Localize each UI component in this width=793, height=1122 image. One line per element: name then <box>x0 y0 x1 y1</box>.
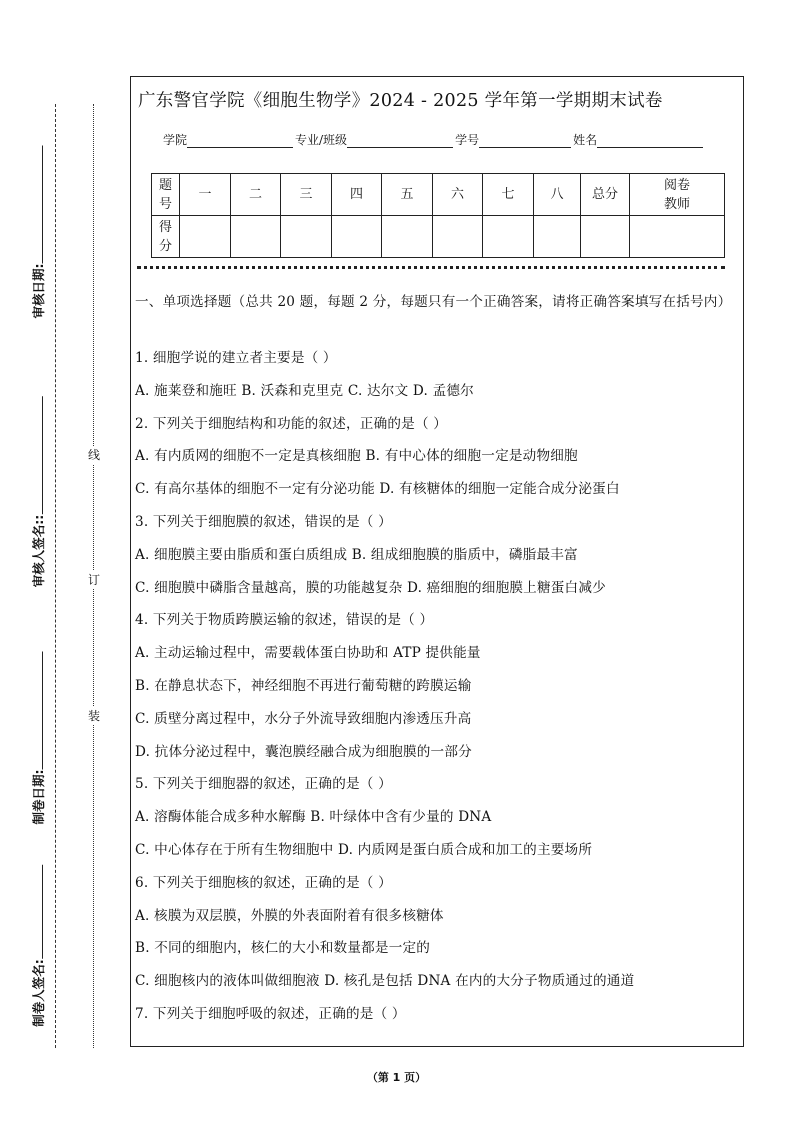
score-table-header-row <box>152 174 725 216</box>
score-cell[interactable] <box>231 216 281 258</box>
bind-word-binding: 装 <box>87 709 101 723</box>
score-header-cell: 七 <box>483 174 534 216</box>
score-cell[interactable] <box>483 216 534 258</box>
question-options: B. 不同的细胞内，核仁的大小和数量都是一定的 <box>135 940 431 957</box>
bind-word-line: 线 <box>87 448 101 462</box>
question-stem: 7. 下列关于细胞呼吸的叙述，正确的是（ ） <box>135 1006 406 1022</box>
maker-sign-blank[interactable] <box>30 865 43 959</box>
question-options: D. 抗体分泌过程中，囊泡膜经融合成为细胞膜的一部分 <box>135 743 472 760</box>
score-cell[interactable] <box>382 216 433 258</box>
question-options: C. 细胞膜中磷脂含量越高，膜的功能越复杂 D. 癌细胞的细胞膜上糖蛋白减少 <box>135 579 606 596</box>
score-header-cell: 八 <box>534 174 581 216</box>
question-options: C. 中心体存在于所有生物细胞中 D. 内质网是蛋白质合成和加工的主要场所 <box>135 842 593 858</box>
question-stem: 5. 下列关于细胞器的叙述，正确的是（ ） <box>135 776 392 793</box>
field-college-label: 学院 <box>163 133 188 147</box>
question-stem: 1. 细胞学说的建立者主要是（ ） <box>135 350 337 366</box>
score-table-score-row <box>152 216 725 258</box>
margin-dashed-line <box>55 104 56 1048</box>
score-cell[interactable] <box>581 216 630 258</box>
question-options: B. 在静息状态下，神经细胞不再进行葡萄糖的跨膜运输 <box>135 678 472 694</box>
audit-date-field <box>29 146 47 319</box>
score-header-cell: 六 <box>433 174 483 216</box>
question-stem: 3. 下列关于细胞膜的叙述，错误的是（ ） <box>135 514 392 530</box>
score-cell[interactable] <box>281 216 332 258</box>
score-header-cell: 三 <box>281 174 332 216</box>
auditor-sign-label: 审核人签名:: <box>31 514 46 588</box>
audit-date-blank[interactable] <box>30 146 43 264</box>
question-options: A. 溶酶体能合成多种水解酶 B. 叶绿体中含有少量的 DNA <box>135 809 492 826</box>
score-header-cell: 五 <box>382 174 433 216</box>
score-header-cell: 阅卷教师 <box>630 174 725 216</box>
score-cell[interactable] <box>534 216 581 258</box>
score-header-cell: 二 <box>231 174 281 216</box>
maker-date-blank[interactable] <box>30 652 43 770</box>
maker-date-field <box>29 652 47 825</box>
question-options: C. 质壁分离过程中，水分子外流导致细胞内渗透压升高 <box>135 710 472 727</box>
field-id-blank[interactable] <box>479 134 571 148</box>
score-cell[interactable] <box>433 216 483 258</box>
question-options: A. 细胞膜主要由脂质和蛋白质组成 B. 组成细胞膜的脂质中，磷脂最丰富 <box>135 546 578 563</box>
auditor-sign-field <box>29 397 47 588</box>
question-options: C. 细胞核内的液体叫做细胞液 D. 核孔是包括 DNA 在内的大分子物质通过的通道 <box>135 973 635 990</box>
field-major-blank[interactable] <box>347 134 453 148</box>
score-table <box>151 173 725 258</box>
question-stem: 6. 下列关于细胞核的叙述，正确的是（ ） <box>135 874 392 891</box>
question-options: A. 施莱登和施旺 B. 沃森和克里克 C. 达尔文 D. 孟德尔 <box>135 382 474 399</box>
field-id-label: 学号 <box>455 133 480 147</box>
exam-title: 广东警官学院《细胞生物学》2024 - 2025 学年第一学期期末试卷 <box>138 91 663 111</box>
field-college-blank[interactable] <box>187 134 293 148</box>
section-separator <box>137 266 725 269</box>
score-cell[interactable] <box>630 216 725 258</box>
score-header-cell: 一 <box>180 174 231 216</box>
field-major-label: 专业/班级 <box>295 133 348 147</box>
bind-word-staple: 订 <box>87 573 101 587</box>
score-cell[interactable] <box>332 216 382 258</box>
score-header-cell: 总分 <box>581 174 630 216</box>
page-footer: （第 1 页） <box>366 1071 427 1084</box>
audit-date-label: 审核日期: <box>31 263 46 319</box>
student-info-row <box>163 131 705 148</box>
maker-sign-label: 制卷人签名: <box>31 959 46 1027</box>
question-stem: 2. 下列关于细胞结构和功能的叙述，正确的是（ ） <box>135 415 448 432</box>
question-options: A. 有内质网的细胞不一定是真核细胞 B. 有中心体的细胞一定是动物细胞 <box>135 448 578 465</box>
maker-date-label: 制卷日期: <box>31 769 46 825</box>
score-row-label: 得分 <box>152 216 180 258</box>
section-heading: 一、单项选择题（总共 20 题，每题 2 分，每题只有一个正确答案，请将正确答案填写在括号内） <box>135 294 732 310</box>
question-options: A. 核膜为双层膜，外膜的外表面附着有很多核糖体 <box>135 907 444 924</box>
auditor-sign-blank[interactable] <box>30 397 43 515</box>
score-header-cell: 四 <box>332 174 382 216</box>
question-options: C. 有高尔基体的细胞不一定有分泌功能 D. 有核糖体的细胞一定能合成分泌蛋白 <box>135 481 620 498</box>
maker-sign-field <box>29 865 47 1027</box>
score-cell[interactable] <box>180 216 231 258</box>
question-stem: 4. 下列关于物质跨膜运输的叙述，错误的是（ ） <box>135 612 434 629</box>
score-header-cell: 题号 <box>152 174 180 216</box>
question-options: A. 主动运输过程中，需要载体蛋白协助和 ATP 提供能量 <box>135 645 481 662</box>
field-name-blank[interactable] <box>597 134 703 148</box>
field-name-label: 姓名 <box>573 133 598 147</box>
